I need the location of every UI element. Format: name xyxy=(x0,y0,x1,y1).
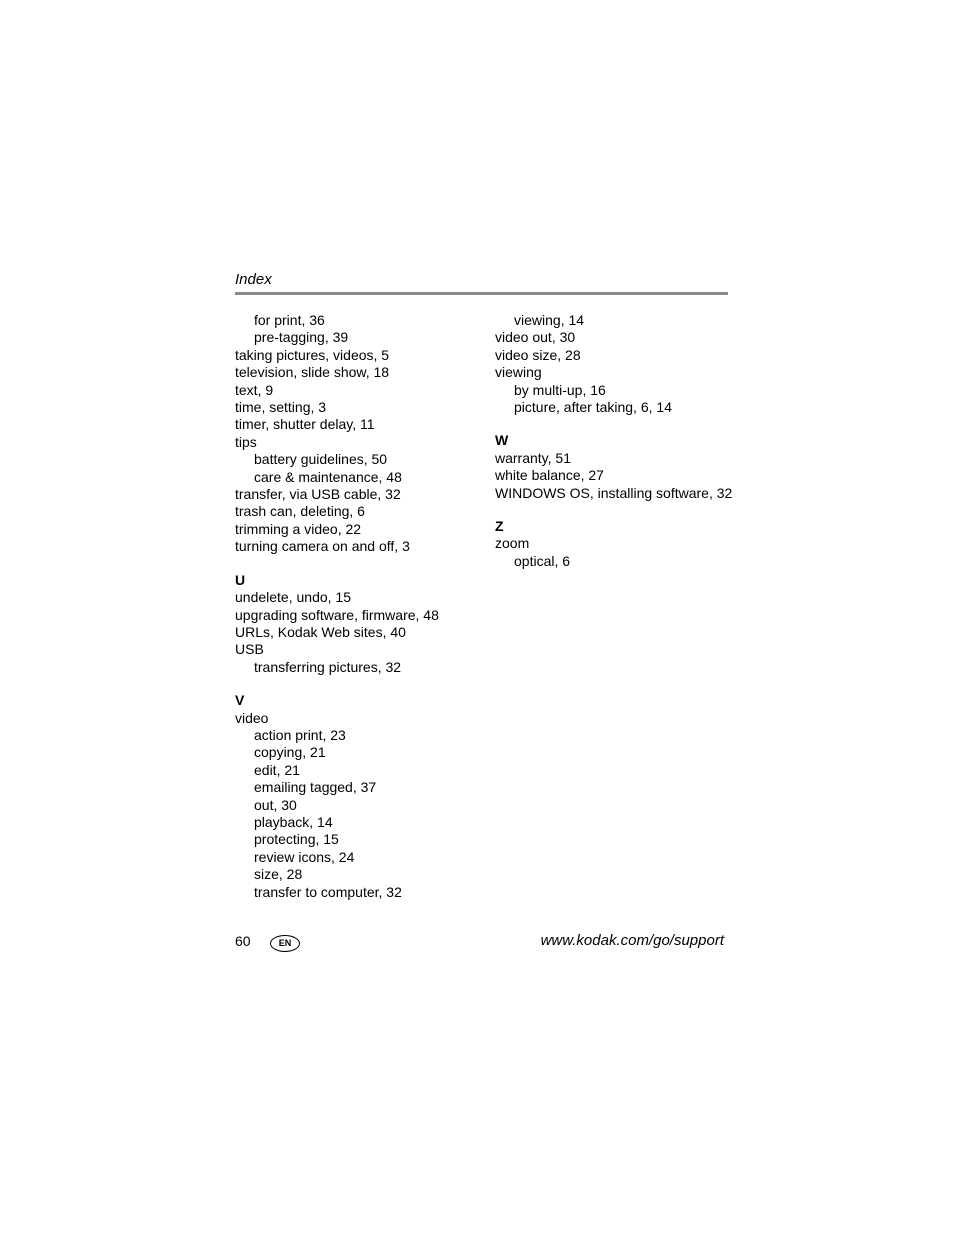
index-letter-heading: W xyxy=(495,432,509,449)
language-badge-icon: EN xyxy=(270,935,300,952)
index-entry: video size, 28 xyxy=(495,346,581,363)
index-entry: turning camera on and off, 3 xyxy=(235,538,410,555)
index-entry: video out, 30 xyxy=(495,329,576,346)
index-entry: warranty, 51 xyxy=(495,449,571,466)
index-entry: trash can, deleting, 6 xyxy=(235,503,365,520)
index-subentry: optical, 6 xyxy=(514,552,571,569)
index-subentry: action print, 23 xyxy=(254,726,346,743)
index-subentry: viewing, 14 xyxy=(514,312,585,328)
index-subentry: by multi-up, 16 xyxy=(514,381,606,398)
index-subentry: transferring pictures, 32 xyxy=(254,658,402,675)
index-entry: taking pictures, videos, 5 xyxy=(235,346,390,363)
index-subentry: protecting, 15 xyxy=(254,831,339,848)
index-column-right xyxy=(495,312,735,570)
index-entry: trimming a video, 22 xyxy=(235,520,362,537)
index-letter-heading: U xyxy=(235,571,246,588)
index-subentry: emailing tagged, 37 xyxy=(254,779,377,796)
index-subentry: battery guidelines, 50 xyxy=(254,451,388,468)
index-subentry: care & maintenance, 48 xyxy=(254,468,402,485)
index-entry: tips xyxy=(235,433,257,450)
index-entry: upgrading software, firmware, 48 xyxy=(235,606,439,623)
index-column-left xyxy=(235,312,475,901)
index-entry: television, slide show, 18 xyxy=(235,364,390,381)
index-subentry: pre-tagging, 39 xyxy=(254,329,349,346)
page-number: 60 xyxy=(235,933,251,949)
index-subentry: out, 30 xyxy=(254,796,297,813)
index-entry: transfer, via USB cable, 32 xyxy=(235,486,401,503)
header-divider xyxy=(235,292,728,295)
index-subentry: size, 28 xyxy=(254,866,303,883)
index-entry: undelete, undo, 15 xyxy=(235,589,351,606)
index-subentry: copying, 21 xyxy=(254,744,326,761)
index-entry: zoom xyxy=(495,535,530,552)
index-subentry: playback, 14 xyxy=(254,813,333,830)
index-subentry: transfer to computer, 32 xyxy=(254,883,402,900)
index-subentry: picture, after taking, 6, 14 xyxy=(514,399,672,416)
index-entry: text, 9 xyxy=(235,381,274,398)
index-entry: URLs, Kodak Web sites, 40 xyxy=(235,623,406,640)
support-url: www.kodak.com/go/support xyxy=(540,932,724,949)
index-entry: video xyxy=(235,709,269,726)
index-subentry: edit, 21 xyxy=(254,761,300,778)
index-entry: white balance, 27 xyxy=(495,467,604,484)
index-entry: time, setting, 3 xyxy=(235,399,327,416)
index-letter-heading: Z xyxy=(495,518,504,535)
index-entry: timer, shutter delay, 11 xyxy=(235,416,375,433)
page-section-title: Index xyxy=(235,271,272,288)
index-entry: viewing xyxy=(495,364,542,381)
index-entry: USB xyxy=(235,641,264,658)
index-letter-heading: V xyxy=(235,692,245,709)
index-entry: WINDOWS OS, installing software, 32 xyxy=(495,484,733,501)
index-subentry: review icons, 24 xyxy=(254,848,355,865)
index-subentry: for print, 36 xyxy=(254,312,325,328)
